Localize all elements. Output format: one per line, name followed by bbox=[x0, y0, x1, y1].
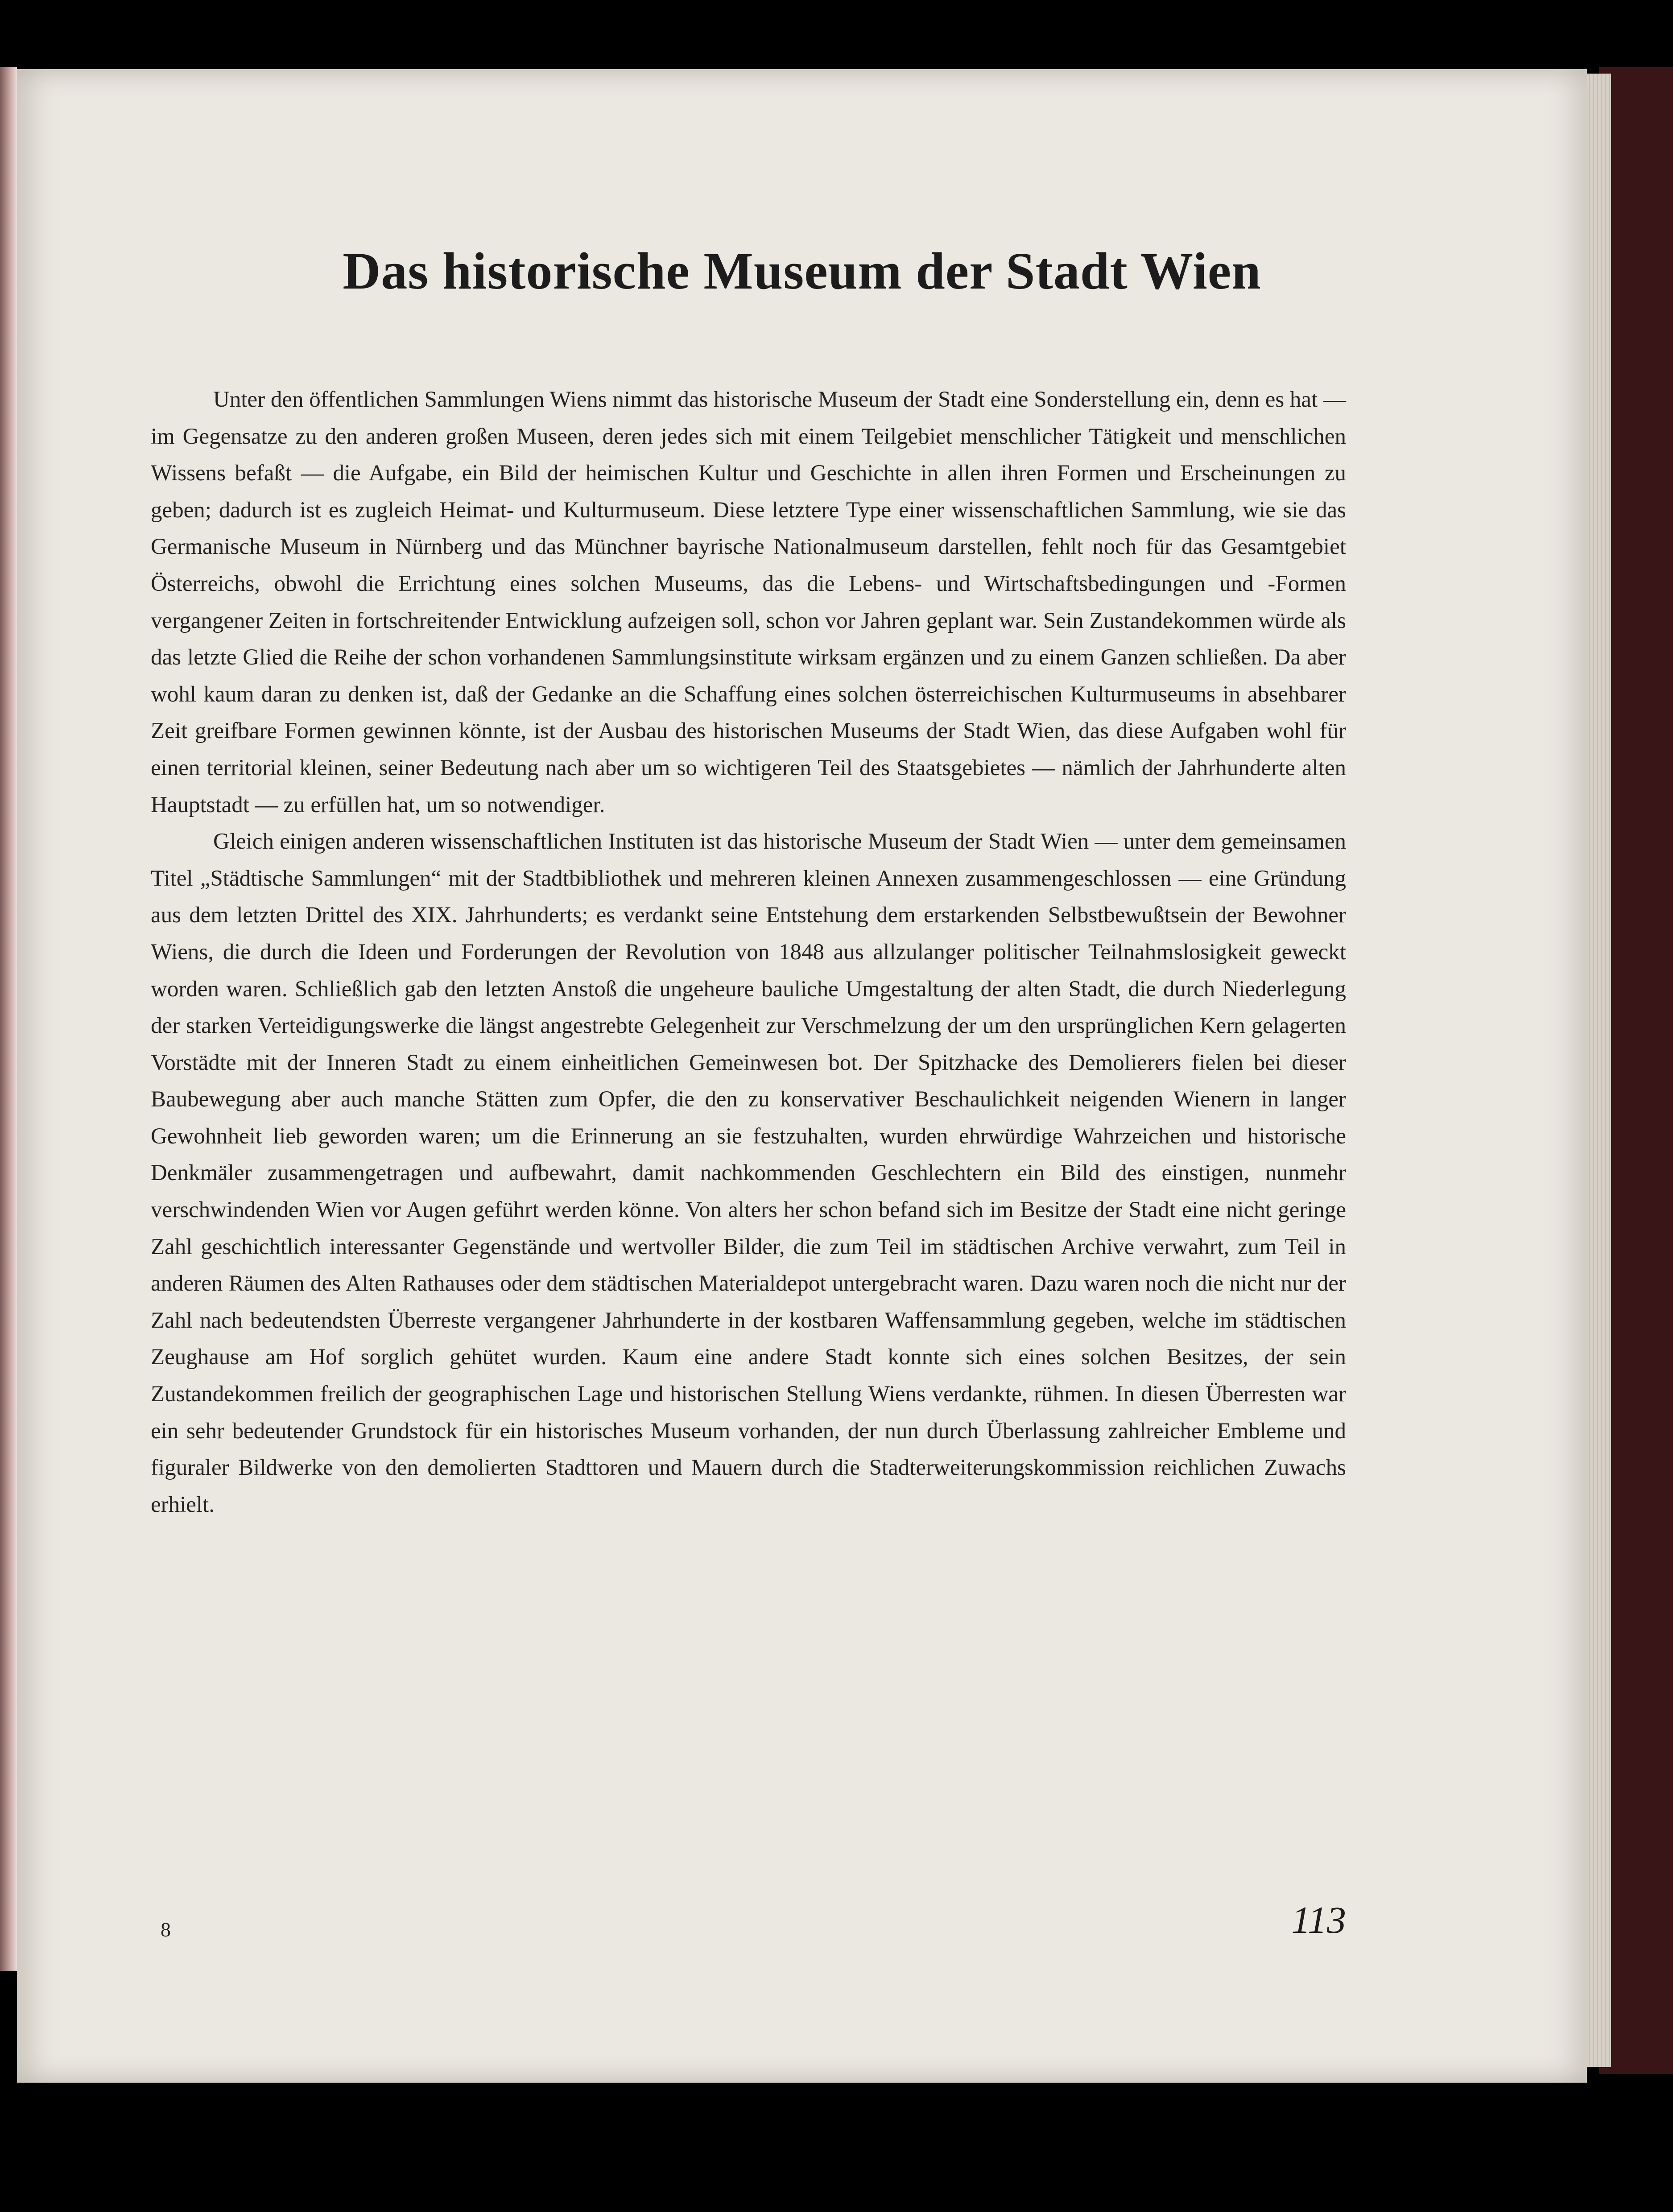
facing-page-edge bbox=[0, 67, 17, 1971]
signature-mark: 8 bbox=[161, 1918, 171, 1941]
body-text bbox=[151, 381, 1346, 1523]
page-title: Das historische Museum der Stadt Wien bbox=[343, 242, 1261, 300]
paragraph-1: Unter den öffentlichen Sammlungen Wiens nimmt das historische Museum der Stadt eine Sonderstellung ein, denn es hat — im Gegensatze zu den anderen großen Museen, deren jedes sich mit einem Teilgebiet menschlicher Tätigkeit und menschlichen Wissens befaßt — die Aufgabe, ein Bild der heimischen Kultur und Geschichte in allen ihren Formen und Erscheinungen zu geben; dadurch ist es zugleich Heimat- und Kulturmuseum. Diese letztere Type einer wissenschaftlichen Sammlung, wie sie das Germanische Museum in Nürnberg und das Münchner bayrische Nationalmuseum darstellen, fehlt noch für das Gesamtgebiet Österreichs, obwohl die Errichtung eines solchen Museums, das die Lebens- und Wirtschaftsbedingungen und -Formen vergangener Zeiten in fortschreitender Entwicklung aufzeigen soll, schon vor Jahren geplant war. Sein Zustandekommen würde als das letzte Glied die Reihe der schon vorhandenen Sammlungsinstitute wirksam ergänzen und zu einem Ganzen schließen. Da aber wohl kaum daran zu denken ist, daß der Gedanke an die Schaffung eines solchen österreichischen Kulturmuseums in absehbarer Zeit greifbare Formen gewinnen könnte, ist der Ausbau des historischen Museums der Stadt Wien, das diese Aufgaben wohl für einen territorial kleinen, seiner Bedeutung nach aber um so wichtigeren Teil des Staatsgebietes — nämlich der Jahrhunderte alten Hauptstadt — zu erfüllen hat, um so notwendiger. bbox=[151, 387, 1346, 817]
paragraph-2: Gleich einigen anderen wissenschaftlichen Instituten ist das historische Museum der Stadt Wien — unter dem gemeinsamen Titel „Städtische Sammlungen“ mit der Stadtbibliothek und mehreren kleinen Annexen zusammengeschlossen — eine Gründung aus dem letzten Drittel des XIX. Jahrhunderts; es verdankt seine Entstehung dem erstarkenden Selbstbewußtsein der Bewohner Wiens, die durch die Ideen und Forderungen der Revolution von 1848 aus allzulanger politischer Teilnahmslosigkeit geweckt worden waren. Schließlich gab den letzten Anstoß die ungeheure bauliche Umgestaltung der alten Stadt, die durch Niederlegung der starken Verteidigungswerke die längst angestrebte Gelegenheit zur Verschmelzung der um den ursprünglichen Kern gelagerten Vorstädte mit der Inneren Stadt zu einem einheitlichen Gemeinwesen bot. Der Spitzhacke des Demolierers fielen bei dieser Baubewegung aber auch manche Stätten zum Opfer, die den zu konservativer Beschaulichkeit neigenden Wienern in langer Gewohnheit lieb geworden waren; um die Erinnerung an sie festzuhalten, wurden ehrwürdige Wahrzeichen und historische Denkmäler zusammengetragen und aufbewahrt, damit nachkommenden Geschlechtern ein Bild des einstigen, nunmehr verschwindenden Wien vor Augen geführt werden könne. Von alters her schon befand sich im Besitze der Stadt eine nicht geringe Zahl geschichtlich interessanter Gegenstände und wertvoller Bilder, die zum Teil im städtischen Archive verwahrt, zum Teil in anderen Räumen des Alten Rathauses oder dem städtischen Materialdepot untergebracht waren. Dazu waren noch die nicht nur der Zahl nach bedeutendsten Überreste vergangener Jahrhunderte in der kostbaren Waffensammlung gegeben, welche im städtischen Zeughause am Hof sorglich gehütet wurden. Kaum eine andere Stadt konnte sich eines solchen Besitzes, der sein Zustandekommen freilich der geographischen Lage und historischen Stellung Wiens verdankte, rühmen. In diesen Überresten war ein sehr bedeutender Grundstock für ein historisches Museum vorhanden, der nun durch Überlassung zahlreicher Embleme und figuraler Bildwerke von den demolierten Stadttoren und Mauern durch die Stadterweiterungskommission reichlichen Zuwachs erhielt. bbox=[151, 829, 1346, 1517]
book-page bbox=[17, 69, 1587, 2083]
page-number: 113 bbox=[1291, 1898, 1346, 1941]
